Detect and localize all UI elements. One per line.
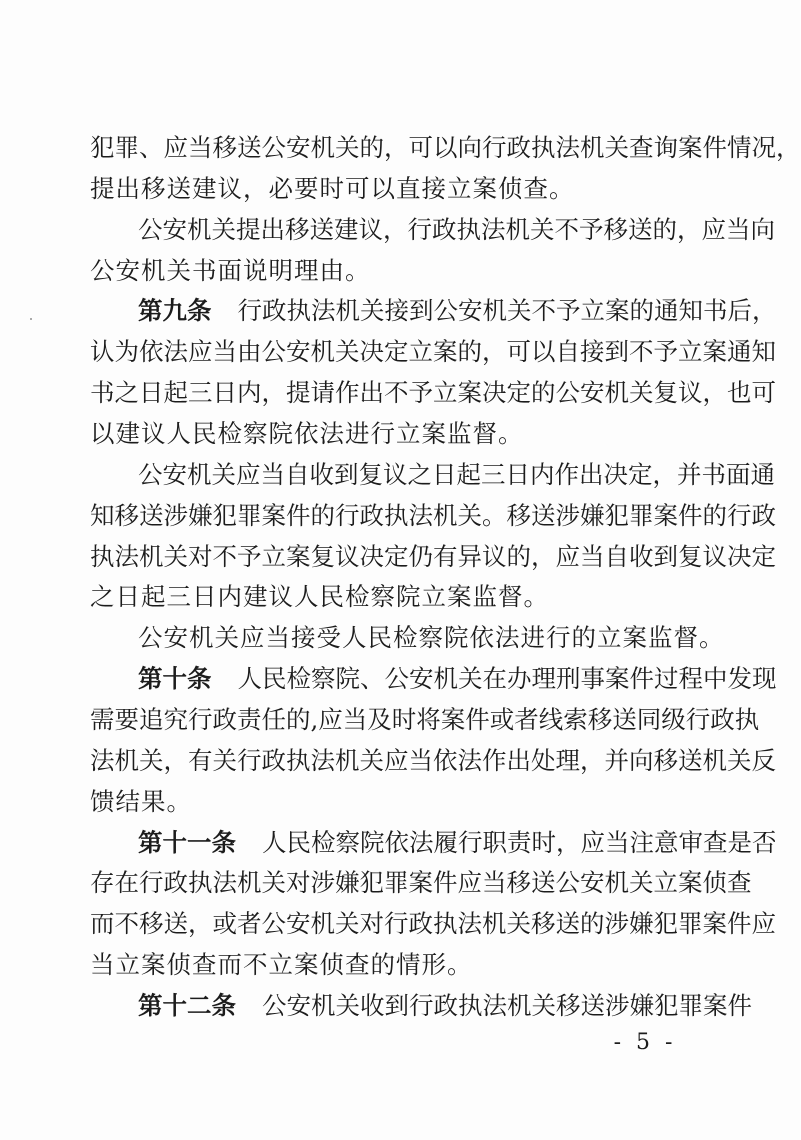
article-heading: 第九条 xyxy=(138,296,212,325)
text-line: 书之日起三日内，提请作出不予立案决定的公安机关复议，也可 xyxy=(90,378,776,407)
text-line: 当立案侦查而不立案侦查的情形。 xyxy=(90,950,473,979)
article-heading: 第十一条 xyxy=(138,828,236,857)
text-line: 提出移送建议，必要时可以直接立案侦查。 xyxy=(90,174,575,203)
text-line: 而不移送，或者公安机关对行政执法机关移送的涉嫌犯罪案件应 xyxy=(90,909,776,938)
text-line: 公安机关应当接受人民检察院依法进行的立案监督。 xyxy=(138,623,725,652)
text-line: 认为依法应当由公安机关决定立案的，可以自接到不予立案通知 xyxy=(90,337,776,366)
article-text: 人民检察院、公安机关在办理刑事案件过程中发现 xyxy=(237,664,777,693)
article-10-line xyxy=(138,659,777,699)
text-line: 知移送涉嫌犯罪案件的行政执法机关。移送涉嫌犯罪案件的行政 xyxy=(90,501,776,530)
scan-speck xyxy=(30,318,32,320)
article-text: 公安机关收到行政执法机关移送涉嫌犯罪案件 xyxy=(262,991,752,1020)
text-line: 公安机关应当自收到复议之日起三日内作出决定，并书面通 xyxy=(138,460,775,489)
text-line: 馈结果。 xyxy=(90,787,192,816)
text-line: 之日起三日内建议人民检察院立案监督。 xyxy=(90,582,549,611)
text-line: 执法机关对不予立案复议决定仍有异议的，应当自收到复议决定 xyxy=(90,542,776,571)
text-line: 需要追究行政责任的,应当及时将案件或者线索移送同级行政执 xyxy=(90,705,760,734)
text-line: 以建议人民检察院依法进行立案监督。 xyxy=(90,419,524,448)
page-number: - 5 - xyxy=(613,1030,677,1055)
article-heading: 第十条 xyxy=(138,664,212,693)
text-line: 存在行政执法机关对涉嫌犯罪案件应当移送公安机关立案侦查 xyxy=(90,868,752,897)
text-line: 犯罪、应当移送公安机关的，可以向行政执法机关查询案件情况， xyxy=(90,133,801,162)
article-text: 人民检察院依法履行职责时，应当注意审查是否 xyxy=(262,828,777,857)
article-9-line xyxy=(138,291,777,331)
article-text: 行政执法机关接到公安机关不予立案的通知书后， xyxy=(237,296,777,325)
text-line: 公安机关书面说明理由。 xyxy=(90,256,371,285)
article-12-line xyxy=(138,986,752,1026)
article-11-line xyxy=(138,823,777,863)
text-line: 公安机关提出移送建议，行政执法机关不予移送的，应当向 xyxy=(138,215,775,244)
article-heading: 第十二条 xyxy=(138,991,236,1020)
text-line: 法机关，有关行政执法机关应当依法作出处理，并向移送机关反 xyxy=(90,746,776,775)
